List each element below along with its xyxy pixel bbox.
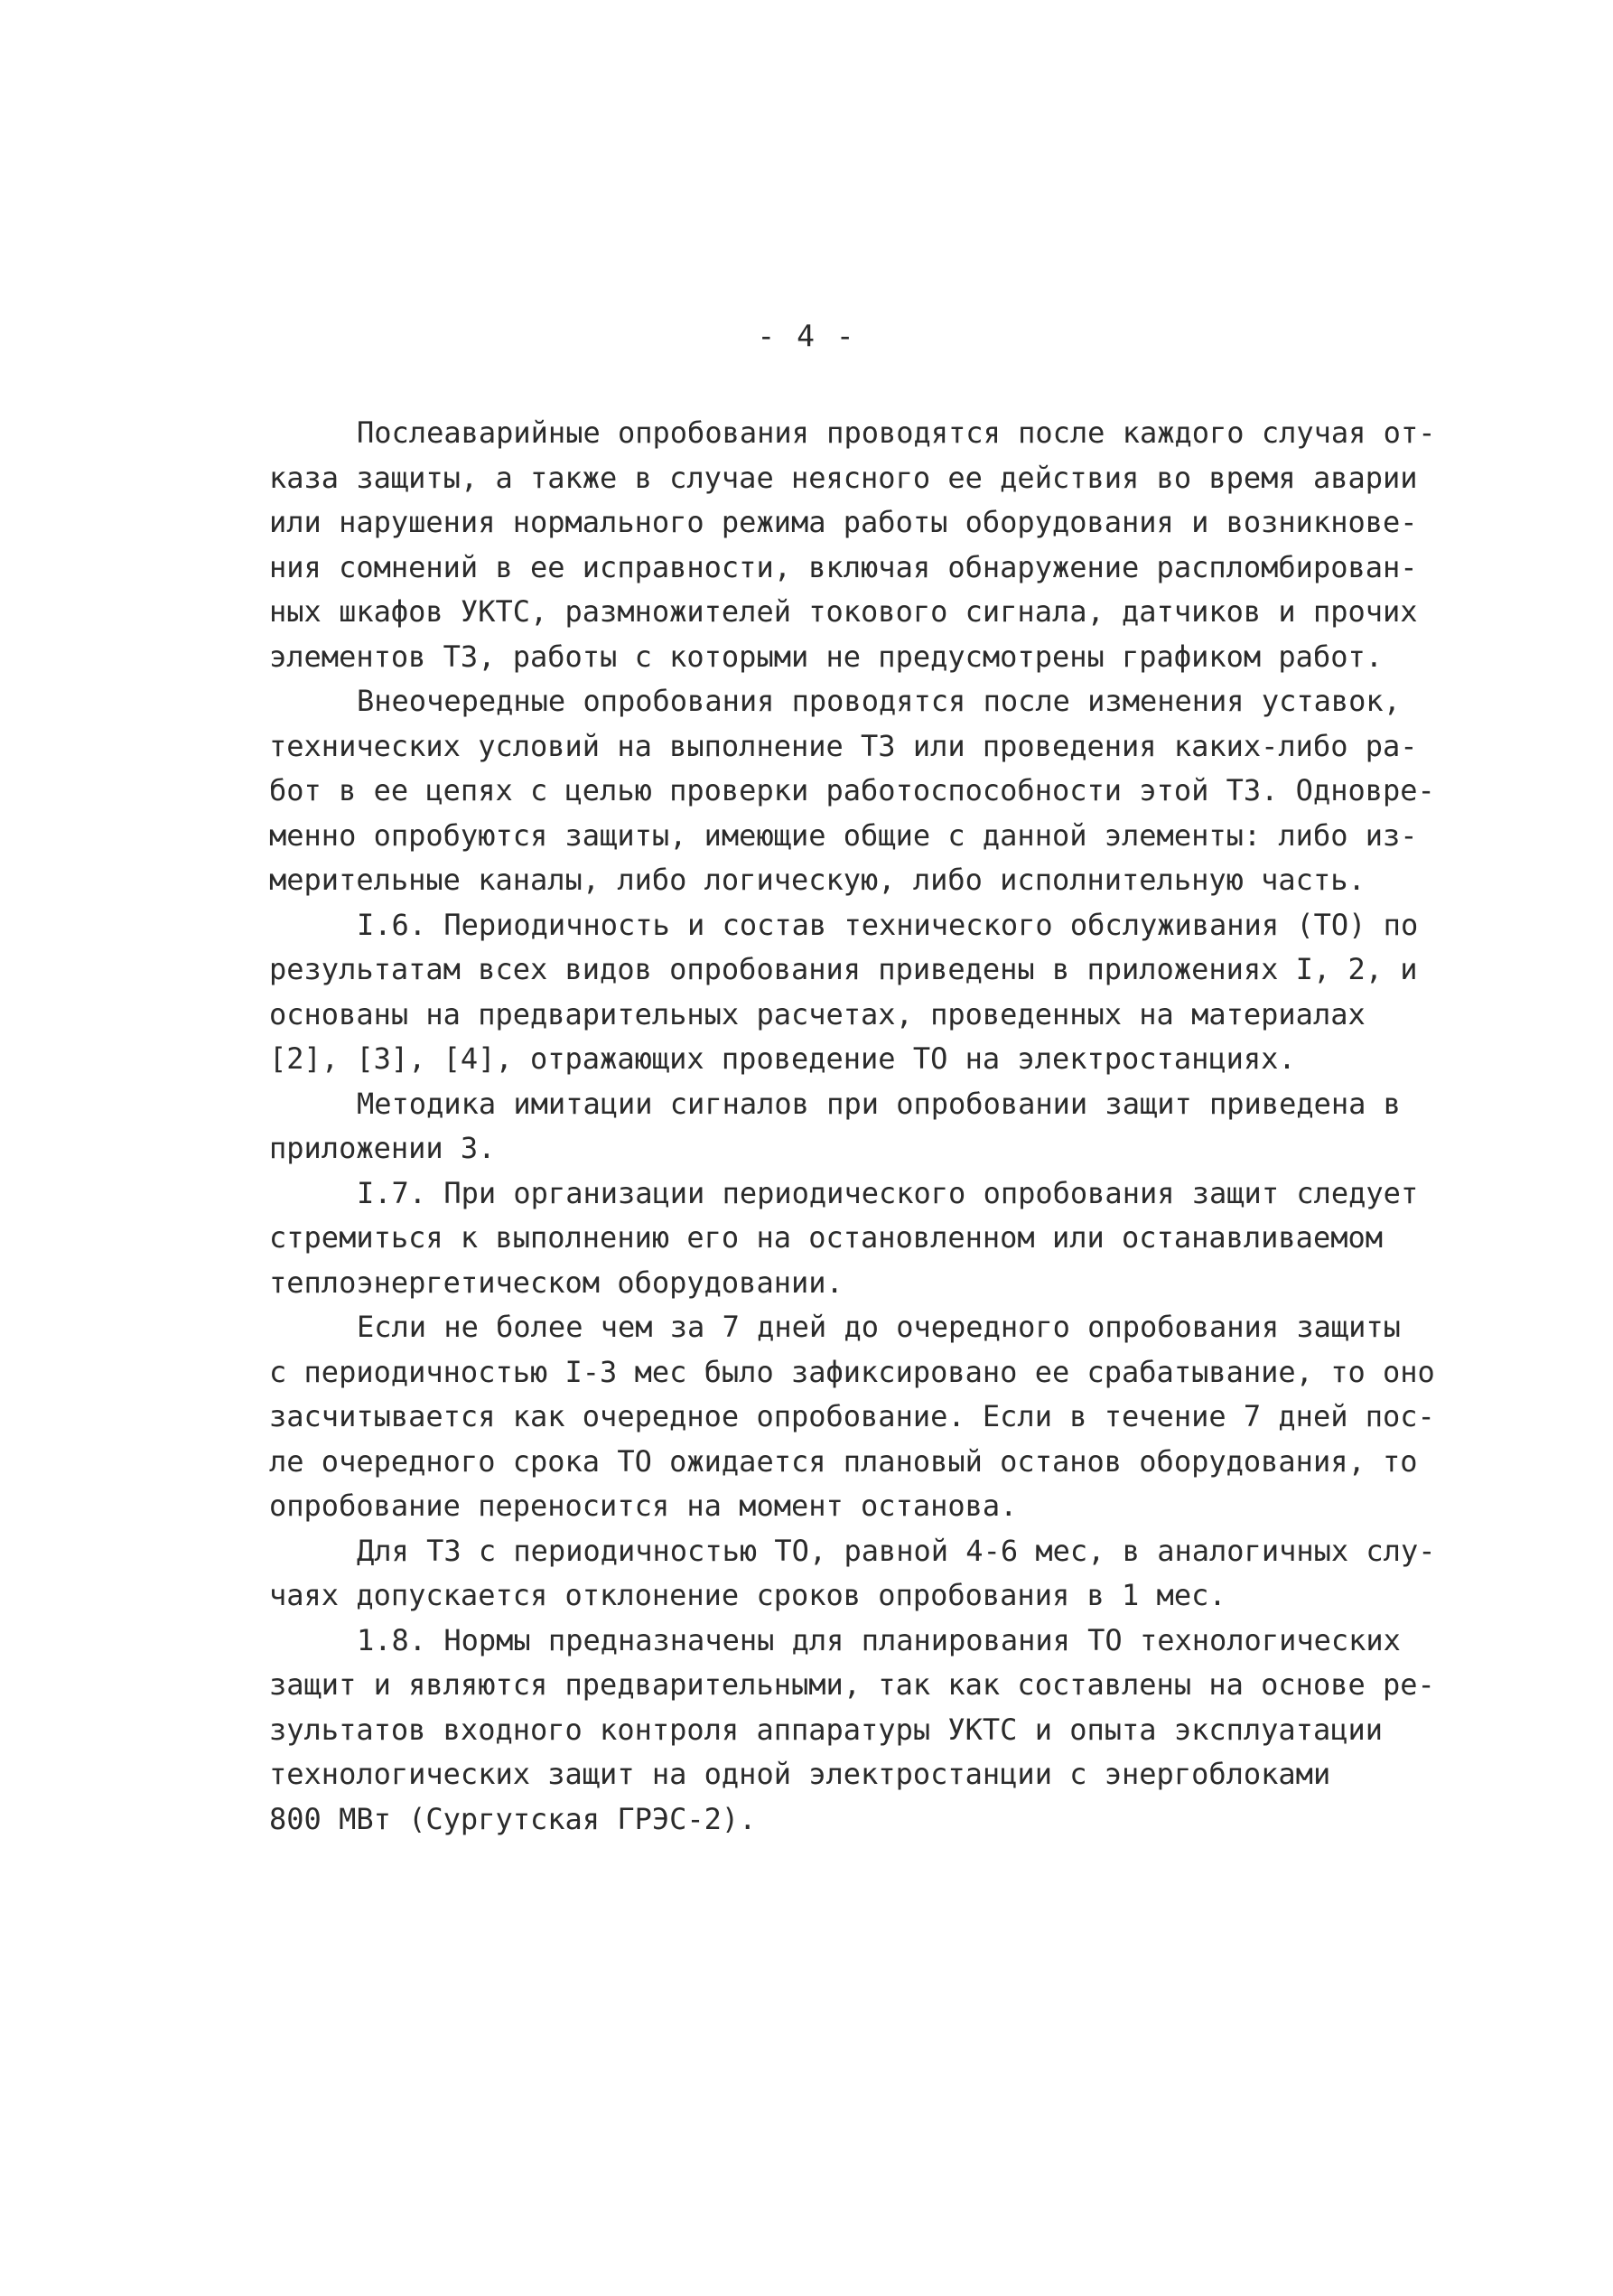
text-line: Для ТЗ с периодичностью ТО, равной 4-6 мес, в аналогичных слу- [357,1533,1436,1568]
text-line: зультатов входного контроля аппаратуры УКТС и опыта эксплуатации [269,1712,1383,1747]
text-line: засчитывается как очередное опробование. Если в течение 7 дней пос- [269,1399,1435,1433]
text-line: каза защиты, а также в случае неясного ее действия во время аварии [269,460,1418,495]
text-line: Внеочередные опробования проводятся после изменения уставок, [357,684,1401,718]
text-line: бот в ее цепях с целью проверки работоспособности этой ТЗ. Одновре- [269,773,1435,807]
text-line: защит и являются предварительными, так как составлены на основе ре- [269,1667,1435,1702]
text-line: ных шкафов УКТС, размножителей токового сигнала, датчиков и прочих [269,594,1418,629]
text-line: результатам всех видов опробования приведены в приложениях I, 2, и [269,952,1418,986]
text-line: 800 МВт (Сургутская ГРЭС-2). [269,1801,757,1836]
text-line: Если не более чем за 7 дней до очередного опробования защиты [357,1310,1401,1344]
text-line: менно опробуются защиты, имеющие общие с данной элементы: либо из- [269,817,1418,853]
text-line: I.7. При организации периодического опробования защит следует [357,1175,1419,1210]
text-line: технических условий на выполнение ТЗ или проведения каких-либо ра- [269,728,1418,763]
text-line: 1.8. Нормы предназначены для планирования ТО технологических [357,1622,1401,1657]
page-number: - 4 - [757,318,856,353]
text-line: технологических защит на одной электростанции с энергоблоками [269,1757,1331,1791]
text-line: I.6. Периодичность и состав технического обслуживания (ТО) по [357,907,1419,942]
text-line: чаях допускается отклонение сроков опробования в 1 мес. [269,1578,1226,1612]
text-line: Послеаварийные опробования проводятся после каждого случая от- [357,415,1436,450]
text-line: стремиться к выполнению его на остановленном или останавливаемом [269,1220,1383,1255]
text-line: Методика имитации сигналов при опробовании защит приведена в [357,1086,1401,1121]
body-text [269,411,1479,1842]
text-line: мерительные каналы, либо логическую, либо исполнительную часть. [269,863,1366,897]
text-line: приложении 3. [269,1131,496,1165]
text-line: теплоэнергетическом оборудовании. [269,1265,844,1300]
text-line: основаны на предварительных расчетах, проведенных на материалах [269,996,1366,1031]
text-line: ния сомнений в ее исправности, включая обнаружение распломбирован- [269,549,1418,584]
text-line: с периодичностью I-3 мес было зафиксировано ее срабатывание, то оно [269,1354,1435,1389]
text-line: или нарушения нормального режима работы оборудования и возникнове- [269,505,1418,539]
text-line: элементов ТЗ, работы с которыми не предусмотрены графиком работ. [269,639,1383,674]
text-line: ле очередного срока ТО ожидается плановый останов оборудования, то [269,1443,1418,1479]
text-line: опробование переносится на момент останова. [269,1489,1018,1523]
text-line: [2], [3], [4], отражающих проведение ТО на электростанциях. [269,1041,1296,1076]
